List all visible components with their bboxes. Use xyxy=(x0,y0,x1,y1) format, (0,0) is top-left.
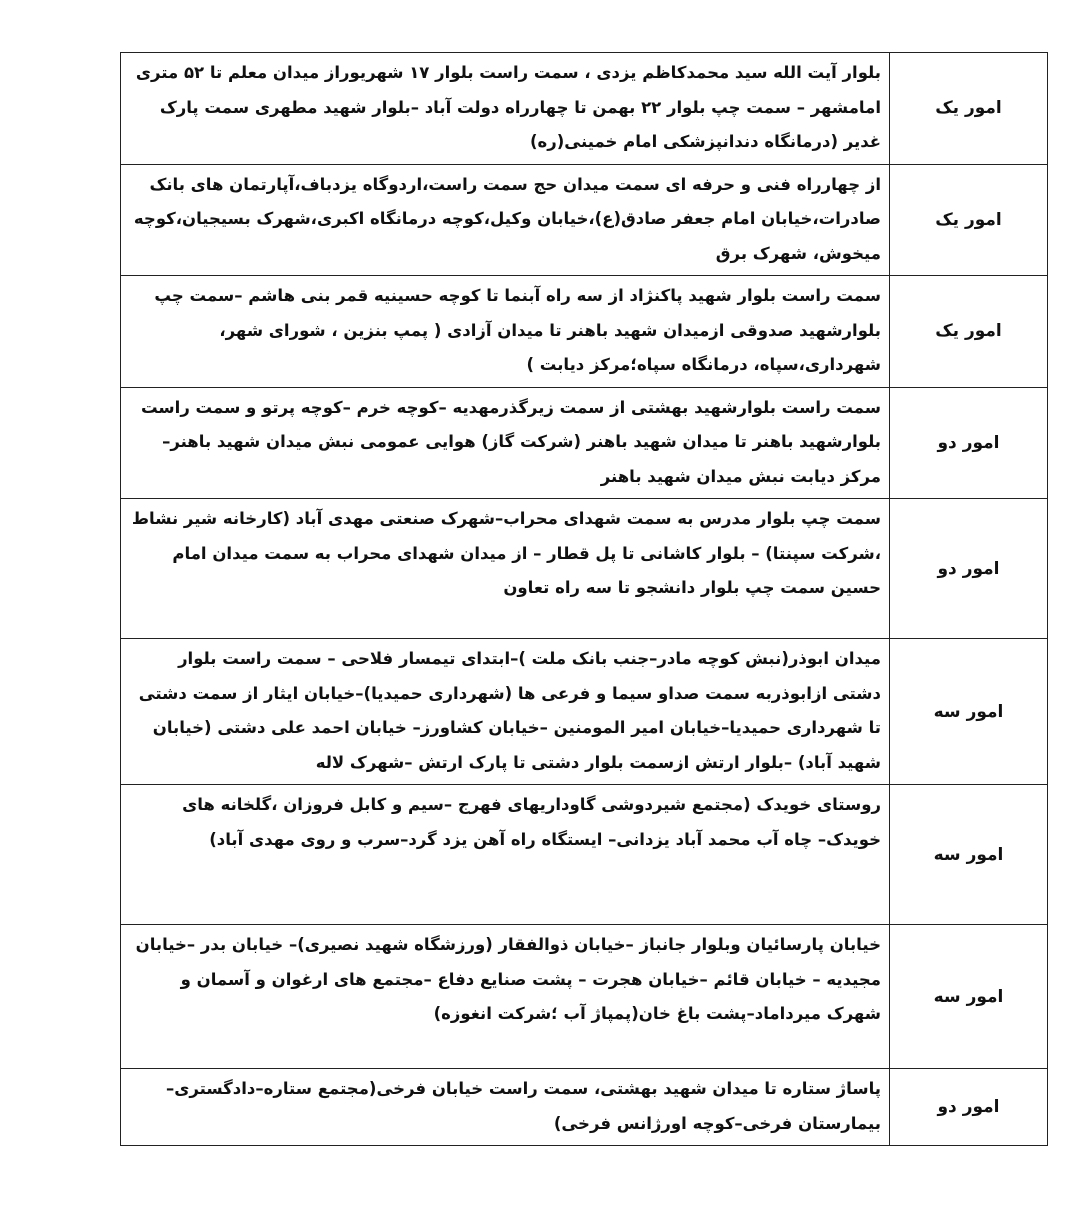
outage-areas-table xyxy=(120,52,1048,1146)
region-cell: امور یک xyxy=(890,164,1048,276)
area-description-cell: سمت راست بلوار شهید پاکنژاد از سه راه آبنما تا کوچه حسینیه قمر بنی هاشم –سمت چپ بلوارشهید صدوقی ازمیدان شهید باهنر تا میدان آزادی ( پمپ بنزین ، شورای شهر، شهرداری،سپاه، درمانگاه سپاه؛مرکز دیابت ) xyxy=(121,276,890,388)
table-row xyxy=(121,1069,1048,1146)
table-row xyxy=(121,164,1048,276)
region-cell: امور دو xyxy=(890,1069,1048,1146)
area-description-cell: سمت راست بلوارشهید بهشتی از سمت زیرگذرمهدیه –کوچه خرم –کوچه پرتو و سمت راست بلوارشهید باهنر تا میدان شهید باهنر (شرکت گاز) هوایی عمومی نبش میدان شهید باهنر–مرکز دیابت نبش میدان شهید باهنر xyxy=(121,387,890,499)
area-description-cell: میدان ابوذر(نبش کوچه مادر–جنب بانک ملت )–ابتدای تیمسار فلاحی – سمت راست بلوار دشتی ازابوذربه سمت صداو سیما و فرعی ها (شهرداری حمیدیا)–خیابان ایثار از سمت دشتی تا شهرداری حمیدیا–خیابان امیر المومنین –خیابان کشاورز– خیابان احمد علی دشتی (خیابان شهید آباد) –بلوار ارتش ازسمت بلوار دشتی تا پارک ارتش –شهرک لاله xyxy=(121,639,890,785)
table-row xyxy=(121,785,1048,925)
table-row xyxy=(121,53,1048,165)
region-cell: امور یک xyxy=(890,276,1048,388)
area-description-cell: بلوار آیت الله سید محمدکاظم یزدی ، سمت راست بلوار ۱۷ شهریوراز میدان معلم تا ۵۲ متری امامشهر – سمت چپ بلوار ۲۲ بهمن تا چهارراه دولت آباد –بلوار شهید مطهری سمت پارک غدیر (درمانگاه دندانپزشکی امام خمینی(ره) xyxy=(121,53,890,165)
table-row xyxy=(121,276,1048,388)
region-cell: امور دو xyxy=(890,387,1048,499)
area-description-cell: از چهارراه فنی و حرفه ای سمت میدان حج سمت راست،اردوگاه یزدباف،آپارتمان های بانک صادرات،خیابان امام جعفر صادق(ع)،خیابان وکیل،کوچه درمانگاه اکبری،شهرک بسیجیان،کوچه میخوش، شهرک برق xyxy=(121,164,890,276)
region-cell: امور سه xyxy=(890,785,1048,925)
table-row xyxy=(121,499,1048,639)
table-row xyxy=(121,639,1048,785)
area-description-cell: خیابان پارسائیان وبلوار جانباز –خیابان ذوالفقار (ورزشگاه شهید نصیری)– خیابان بدر –خیابان مجیدیه – خیابان قائم –خیابان هجرت – پشت صنایع دفاع –مجتمع های ارغوان و آسمان و شهرک میرداماد–پشت باغ خان(پمپاژ آب ؛شرکت انغوزه) xyxy=(121,925,890,1069)
region-cell: امور سه xyxy=(890,639,1048,785)
region-cell: امور دو xyxy=(890,499,1048,639)
region-cell: امور سه xyxy=(890,925,1048,1069)
area-description-cell: روستای خویدک (مجتمع شیردوشی گاوداریهای فهرج –سیم و کابل فروزان ،گلخانه های خویدک– چاه آب محمد آباد یزدانی– ایستگاه راه آهن یزد گرد–سرب و روی مهدی آباد) xyxy=(121,785,890,925)
table-row xyxy=(121,925,1048,1069)
outage-schedule-sheet xyxy=(120,52,1048,1146)
area-description-cell: پاساژ ستاره تا میدان شهید بهشتی، سمت راست خیابان فرخی(مجتمع ستاره–دادگستری–بیمارستان فرخی–کوچه اورژانس فرخی) xyxy=(121,1069,890,1146)
table-row xyxy=(121,387,1048,499)
area-description-cell: سمت چپ بلوار مدرس به سمت شهدای محراب–شهرک صنعتی مهدی آباد (کارخانه شیر نشاط ،شرکت سپنتا) – بلوار کاشانی تا پل قطار – از میدان شهدای محراب به سمت میدان امام حسین سمت چپ بلوار دانشجو تا سه راه تعاون xyxy=(121,499,890,639)
region-cell: امور یک xyxy=(890,53,1048,165)
